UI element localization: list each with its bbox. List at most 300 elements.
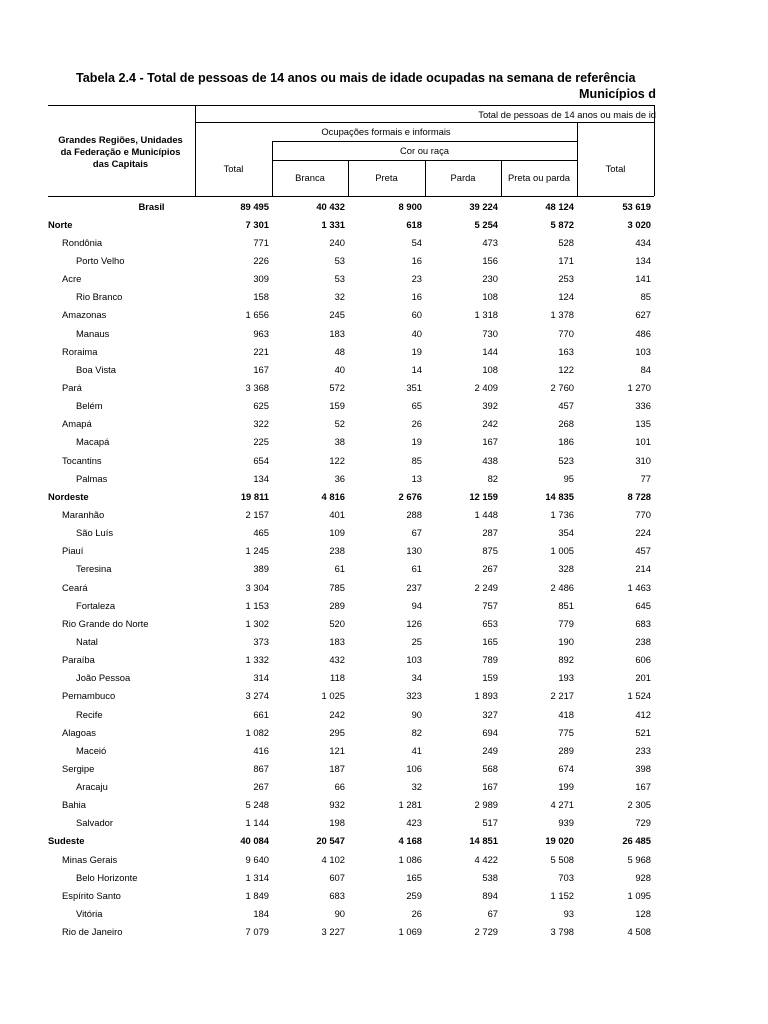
cell-preta-parda: 674 — [558, 762, 574, 774]
table-row — [48, 886, 654, 904]
cell-total2: 128 — [635, 908, 651, 920]
cell-preta: 126 — [406, 617, 422, 629]
cell-preta-parda: 171 — [558, 254, 574, 266]
cell-preta-parda: 199 — [558, 781, 574, 793]
cell-branca: 4 102 — [321, 853, 345, 865]
header-top-group: Total de pessoas de 14 anos ou mais de id — [478, 109, 656, 120]
cell-total2: 1 270 — [627, 381, 651, 393]
row-label: Pernambuco — [62, 690, 116, 702]
cell-branca: 1 025 — [321, 690, 345, 702]
cell-branca: 122 — [329, 454, 345, 466]
cell-total: 221 — [253, 345, 269, 357]
table-row — [48, 197, 654, 215]
cell-total: 158 — [253, 291, 269, 303]
cell-total: 89 495 — [240, 200, 269, 212]
cell-total2: 85 — [640, 291, 651, 303]
header-divider — [195, 105, 196, 196]
row-label: Porto Velho — [76, 254, 125, 266]
cell-preta: 40 — [411, 327, 422, 339]
table-body — [48, 197, 654, 941]
cell-preta-parda: 779 — [558, 617, 574, 629]
cell-preta-parda: 1 736 — [550, 508, 574, 520]
cell-total: 1 656 — [245, 309, 269, 321]
cell-total2: 2 305 — [627, 799, 651, 811]
cell-total2: 457 — [635, 545, 651, 557]
header-row-group — [48, 134, 193, 170]
cell-total: 465 — [253, 527, 269, 539]
cell-branca: 785 — [329, 581, 345, 593]
cell-branca: 245 — [329, 309, 345, 321]
table-row — [48, 560, 654, 578]
table-row — [48, 759, 654, 777]
row-label: Belo Horizonte — [76, 871, 138, 883]
table-row — [48, 378, 654, 396]
cell-total: 7 301 — [245, 218, 269, 230]
row-label: Recife — [76, 708, 103, 720]
row-label: Macapá — [76, 436, 110, 448]
cell-parda: 538 — [482, 871, 498, 883]
row-label: João Pessoa — [76, 672, 131, 684]
header-total: Total — [223, 163, 244, 174]
cell-total2: 310 — [635, 454, 651, 466]
cell-preta-parda: 5 872 — [550, 218, 574, 230]
table-title: Tabela 2.4 - Total de pessoas de 14 anos ou mais de idade ocupadas na semana de referência — [76, 71, 636, 85]
cell-preta: 351 — [406, 381, 422, 393]
cell-preta: 618 — [406, 218, 422, 230]
cell-branca: 48 — [334, 345, 345, 357]
cell-parda: 2 409 — [474, 381, 498, 393]
table-row — [48, 397, 654, 415]
row-label: Bahia — [62, 799, 86, 811]
cell-branca: 238 — [329, 545, 345, 557]
cell-total2: 238 — [635, 635, 651, 647]
table-row — [48, 542, 654, 560]
cell-branca: 52 — [334, 418, 345, 430]
cell-parda: 473 — [482, 236, 498, 248]
cell-total: 1 245 — [245, 545, 269, 557]
cell-parda: 12 159 — [469, 490, 498, 502]
cell-parda: 2 989 — [474, 799, 498, 811]
cell-parda: 230 — [482, 273, 498, 285]
cell-preta-parda: 124 — [558, 291, 574, 303]
cell-preta: 67 — [411, 527, 422, 539]
cell-preta-parda: 14 835 — [545, 490, 574, 502]
cell-parda: 757 — [482, 599, 498, 611]
cell-parda: 108 — [482, 291, 498, 303]
cell-parda: 165 — [482, 635, 498, 647]
header-row-group-line: Grandes Regiões, Unidades — [58, 134, 183, 145]
row-label: Belém — [76, 400, 103, 412]
cell-total2: 729 — [635, 817, 651, 829]
row-label: Vitória — [76, 908, 103, 920]
cell-preta: 26 — [411, 418, 422, 430]
row-label: Alagoas — [62, 726, 96, 738]
cell-branca: 109 — [329, 527, 345, 539]
cell-total: 389 — [253, 563, 269, 575]
header-total-right: Total — [605, 163, 626, 174]
cell-parda: 82 — [487, 472, 498, 484]
cell-parda: 39 224 — [469, 200, 498, 212]
table-row — [48, 814, 654, 832]
cell-preta-parda: 3 798 — [550, 926, 574, 938]
table-row — [48, 288, 654, 306]
cell-branca: 289 — [329, 599, 345, 611]
cell-branca: 90 — [334, 908, 345, 920]
cell-preta-parda: 851 — [558, 599, 574, 611]
cell-parda: 159 — [482, 672, 498, 684]
cell-branca: 40 — [334, 363, 345, 375]
cell-preta-parda: 186 — [558, 436, 574, 448]
cell-parda: 242 — [482, 418, 498, 430]
cell-branca: 3 227 — [321, 926, 345, 938]
row-label: Piauí — [62, 545, 84, 557]
row-label: Norte — [48, 218, 73, 230]
table-row — [48, 469, 654, 487]
cell-preta: 61 — [411, 563, 422, 575]
cell-preta-parda: 418 — [558, 708, 574, 720]
cell-branca: 53 — [334, 273, 345, 285]
table-row — [48, 233, 654, 251]
cell-preta: 1 281 — [398, 799, 422, 811]
cell-preta: 237 — [406, 581, 422, 593]
cell-total: 373 — [253, 635, 269, 647]
cell-branca: 121 — [329, 744, 345, 756]
cell-total2: 134 — [635, 254, 651, 266]
row-label: Roraima — [62, 345, 98, 357]
cell-preta: 16 — [411, 254, 422, 266]
row-label: Salvador — [76, 817, 114, 829]
cell-total: 661 — [253, 708, 269, 720]
cell-preta: 1 086 — [398, 853, 422, 865]
cell-total2: 77 — [640, 472, 651, 484]
row-label: Palmas — [76, 472, 108, 484]
header-preta-parda: Preta ou parda — [507, 172, 571, 183]
table-row — [48, 487, 654, 505]
cell-preta-parda: 1 152 — [550, 889, 574, 901]
cell-total: 322 — [253, 418, 269, 430]
cell-preta-parda: 770 — [558, 327, 574, 339]
cell-preta: 259 — [406, 889, 422, 901]
cell-total2: 521 — [635, 726, 651, 738]
table-row — [48, 306, 654, 324]
cell-preta: 85 — [411, 454, 422, 466]
cell-preta: 323 — [406, 690, 422, 702]
cell-preta: 19 — [411, 436, 422, 448]
cell-preta: 130 — [406, 545, 422, 557]
cell-preta-parda: 268 — [558, 418, 574, 430]
cell-total2: 1 463 — [627, 581, 651, 593]
cell-total: 3 274 — [245, 690, 269, 702]
row-label: Aracaju — [76, 781, 108, 793]
cell-total: 309 — [253, 273, 269, 285]
header-rule-2 — [272, 141, 577, 142]
cell-total2: 233 — [635, 744, 651, 756]
row-label: São Luís — [76, 527, 114, 539]
cell-parda: 2 729 — [474, 926, 498, 938]
cell-parda: 327 — [482, 708, 498, 720]
cell-parda: 167 — [482, 436, 498, 448]
cell-preta-parda: 193 — [558, 672, 574, 684]
cell-preta: 32 — [411, 781, 422, 793]
cell-total2: 434 — [635, 236, 651, 248]
row-label: Fortaleza — [76, 599, 116, 611]
row-label: Sudeste — [48, 835, 85, 847]
row-label: Rondônia — [62, 236, 103, 248]
row-label: Ceará — [62, 581, 88, 593]
cell-total2: 606 — [635, 654, 651, 666]
cell-total: 267 — [253, 781, 269, 793]
cell-branca: 183 — [329, 635, 345, 647]
row-label: Maranhão — [62, 508, 105, 520]
cell-preta: 34 — [411, 672, 422, 684]
cell-preta-parda: 163 — [558, 345, 574, 357]
cell-branca: 53 — [334, 254, 345, 266]
cell-parda: 568 — [482, 762, 498, 774]
cell-preta: 65 — [411, 400, 422, 412]
table-row — [48, 796, 654, 814]
row-label: Boa Vista — [76, 363, 116, 375]
cell-preta-parda: 528 — [558, 236, 574, 248]
cell-parda: 67 — [487, 908, 498, 920]
cell-branca: 295 — [329, 726, 345, 738]
cell-total: 184 — [253, 908, 269, 920]
cell-preta-parda: 2 760 — [550, 381, 574, 393]
table-row — [48, 614, 654, 632]
cell-branca: 159 — [329, 400, 345, 412]
cell-branca: 4 816 — [321, 490, 345, 502]
row-label: Tocantins — [62, 454, 102, 466]
row-label: Rio Grande do Norte — [62, 617, 149, 629]
cell-total2: 103 — [635, 345, 651, 357]
cell-preta-parda: 4 271 — [550, 799, 574, 811]
cell-preta-parda: 939 — [558, 817, 574, 829]
cell-parda: 167 — [482, 781, 498, 793]
cell-branca: 242 — [329, 708, 345, 720]
table-title-continuation: Municípios d — [579, 87, 656, 101]
cell-preta: 1 069 — [398, 926, 422, 938]
cell-total2: 26 485 — [622, 835, 651, 847]
cell-total2: 135 — [635, 418, 651, 430]
cell-total: 771 — [253, 236, 269, 248]
table-row — [48, 451, 654, 469]
cell-total: 867 — [253, 762, 269, 774]
cell-total: 7 079 — [245, 926, 269, 938]
cell-branca: 198 — [329, 817, 345, 829]
row-label: Paraíba — [62, 654, 95, 666]
cell-branca: 61 — [334, 563, 345, 575]
cell-branca: 683 — [329, 889, 345, 901]
table-row — [48, 342, 654, 360]
data-table — [48, 197, 654, 941]
cell-parda: 2 249 — [474, 581, 498, 593]
cell-preta-parda: 523 — [558, 454, 574, 466]
header-row-group-line: da Federação e Municípios — [60, 146, 181, 157]
table-row — [48, 904, 654, 922]
row-label: Manaus — [76, 327, 110, 339]
cell-preta: 94 — [411, 599, 422, 611]
row-label: Brasil — [138, 200, 165, 212]
cell-preta: 8 900 — [398, 200, 422, 212]
header-branca: Branca — [295, 172, 325, 183]
cell-total2: 4 508 — [627, 926, 651, 938]
cell-total2: 3 020 — [627, 218, 651, 230]
table-row — [48, 433, 654, 451]
table-row — [48, 578, 654, 596]
cell-preta: 23 — [411, 273, 422, 285]
cell-total2: 683 — [635, 617, 651, 629]
cell-total: 416 — [253, 744, 269, 756]
cell-branca: 1 331 — [321, 218, 345, 230]
table-row — [48, 687, 654, 705]
cell-total2: 398 — [635, 762, 651, 774]
cell-preta: 106 — [406, 762, 422, 774]
cell-preta-parda: 328 — [558, 563, 574, 575]
table-row — [48, 651, 654, 669]
header-cor-raca: Cor ou raça — [400, 145, 449, 156]
cell-branca: 66 — [334, 781, 345, 793]
cell-preta-parda: 892 — [558, 654, 574, 666]
table-row — [48, 596, 654, 614]
table-row — [48, 778, 654, 796]
cell-branca: 187 — [329, 762, 345, 774]
cell-total: 625 — [253, 400, 269, 412]
cell-total: 654 — [253, 454, 269, 466]
cell-total: 167 — [253, 363, 269, 375]
cell-parda: 1 893 — [474, 690, 498, 702]
cell-branca: 932 — [329, 799, 345, 811]
cell-total: 9 640 — [245, 853, 269, 865]
cell-total2: 224 — [635, 527, 651, 539]
cell-branca: 118 — [330, 672, 345, 684]
cell-branca: 432 — [329, 654, 345, 666]
cell-preta-parda: 457 — [558, 400, 574, 412]
table-row — [48, 868, 654, 886]
cell-preta: 103 — [406, 654, 422, 666]
cell-total: 963 — [253, 327, 269, 339]
row-label: Rio de Janeiro — [62, 926, 123, 938]
cell-parda: 108 — [482, 363, 498, 375]
cell-preta: 14 — [411, 363, 422, 375]
header-divider — [577, 122, 578, 196]
cell-total2: 412 — [635, 708, 651, 720]
cell-total2: 8 728 — [627, 490, 651, 502]
cell-parda: 730 — [482, 327, 498, 339]
header-top-rule — [48, 105, 654, 106]
cell-branca: 38 — [334, 436, 345, 448]
cell-preta-parda: 253 — [558, 273, 574, 285]
cell-preta-parda: 48 124 — [545, 200, 574, 212]
cell-preta-parda: 19 020 — [545, 835, 574, 847]
cell-branca: 572 — [329, 381, 345, 393]
cell-preta-parda: 289 — [558, 744, 574, 756]
table-row — [48, 270, 654, 288]
table-row — [48, 360, 654, 378]
table-row — [48, 632, 654, 650]
cell-total2: 1 524 — [627, 690, 651, 702]
cell-preta-parda: 122 — [558, 363, 574, 375]
header-preta: Preta — [375, 172, 398, 183]
table-row — [48, 324, 654, 342]
row-label: Amazonas — [62, 309, 107, 321]
row-label: Espírito Santo — [62, 889, 121, 901]
cell-total2: 141 — [635, 273, 651, 285]
row-label: Pará — [62, 381, 82, 393]
cell-parda: 249 — [482, 744, 498, 756]
cell-parda: 1 318 — [474, 309, 498, 321]
row-label: Amapá — [62, 418, 92, 430]
cell-total: 2 157 — [245, 508, 269, 520]
cell-total2: 486 — [635, 327, 651, 339]
cell-preta-parda: 2 486 — [550, 581, 574, 593]
cell-total: 225 — [253, 436, 269, 448]
cell-preta-parda: 2 217 — [550, 690, 574, 702]
cell-total: 1 144 — [245, 817, 269, 829]
cell-preta: 2 676 — [398, 490, 422, 502]
cell-preta: 165 — [406, 871, 422, 883]
cell-parda: 789 — [482, 654, 498, 666]
table-row — [48, 215, 654, 233]
row-label: Nordeste — [48, 490, 89, 502]
cell-total: 1 332 — [245, 654, 269, 666]
cell-total2: 645 — [635, 599, 651, 611]
cell-preta: 4 168 — [398, 835, 422, 847]
row-label: Teresina — [76, 563, 112, 575]
cell-parda: 694 — [482, 726, 498, 738]
row-label: Natal — [76, 635, 98, 647]
cell-preta: 25 — [411, 635, 422, 647]
cell-total: 5 248 — [245, 799, 269, 811]
cell-total: 3 304 — [245, 581, 269, 593]
cell-total2: 167 — [635, 781, 651, 793]
cell-preta-parda: 95 — [563, 472, 574, 484]
cell-parda: 438 — [482, 454, 498, 466]
cell-preta: 13 — [411, 472, 422, 484]
cell-parda: 14 851 — [469, 835, 498, 847]
cell-parda: 156 — [482, 254, 498, 266]
header-subgroup: Ocupações formais e informais — [321, 126, 451, 137]
cell-total: 314 — [253, 672, 269, 684]
cell-total: 1 314 — [245, 871, 269, 883]
cell-branca: 20 547 — [316, 835, 345, 847]
cell-preta: 90 — [411, 708, 422, 720]
table-row — [48, 832, 654, 850]
cell-parda: 287 — [482, 527, 498, 539]
table-row — [48, 505, 654, 523]
table-row — [48, 669, 654, 687]
cell-parda: 392 — [482, 400, 498, 412]
cell-total2: 84 — [640, 363, 651, 375]
cell-preta-parda: 1 005 — [550, 545, 574, 557]
cell-parda: 144 — [482, 345, 498, 357]
cell-preta: 26 — [411, 908, 422, 920]
cell-total: 134 — [253, 472, 269, 484]
cell-total: 1 082 — [245, 726, 269, 738]
table-row — [48, 524, 654, 542]
row-label: Acre — [62, 273, 82, 285]
cell-total2: 101 — [635, 436, 651, 448]
header-rule-1 — [195, 122, 654, 123]
cell-parda: 5 254 — [474, 218, 498, 230]
row-label: Maceió — [76, 744, 107, 756]
cell-parda: 517 — [482, 817, 498, 829]
row-label: Rio Branco — [76, 291, 123, 303]
cell-preta: 16 — [411, 291, 422, 303]
cell-total2: 770 — [635, 508, 651, 520]
cell-total: 40 084 — [240, 835, 269, 847]
cell-total2: 1 095 — [627, 889, 651, 901]
cell-parda: 1 448 — [474, 508, 498, 520]
cell-branca: 607 — [329, 871, 345, 883]
